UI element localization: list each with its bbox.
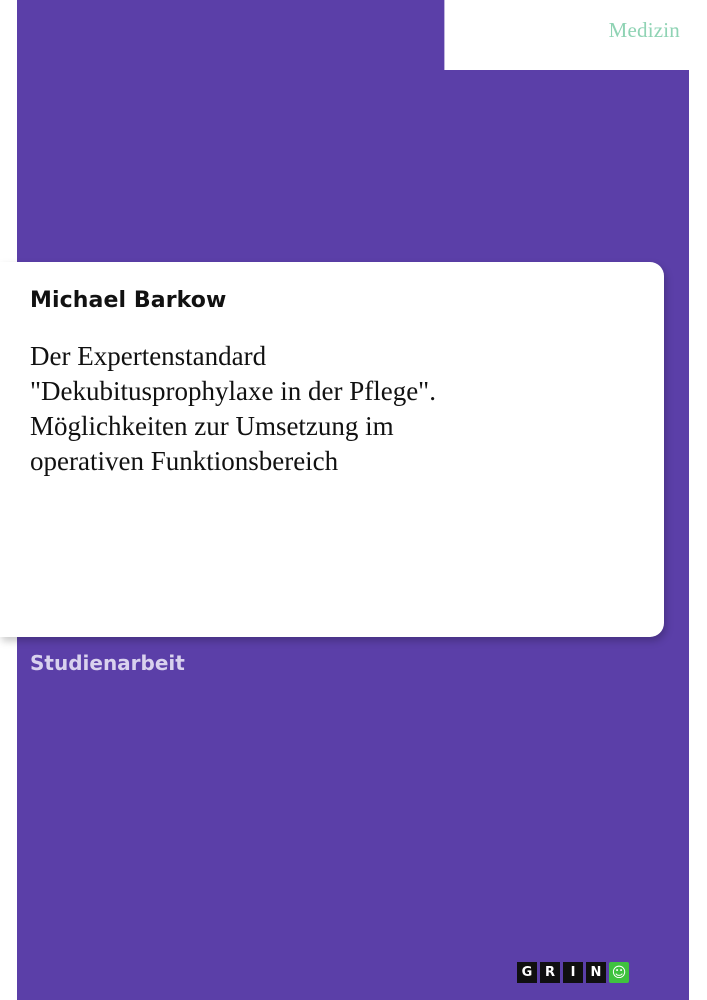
- logo-letter-g: G: [517, 962, 537, 983]
- logo-letter-n: N: [586, 962, 606, 983]
- logo-letter-i: I: [563, 962, 583, 983]
- document-title: [30, 339, 590, 479]
- category-label: Medizin: [608, 18, 680, 42]
- title-line-4: operativen Funktionsbereich: [30, 446, 339, 477]
- title-line-1: Der Expertenstandard: [30, 341, 267, 371]
- document-type-label: Studienarbeit: [30, 651, 185, 675]
- title-line-3: Möglichkeiten zur Umsetzung im: [30, 411, 394, 442]
- smiley-icon: ☺: [609, 962, 629, 983]
- logo-letter-r: R: [540, 962, 560, 983]
- author-name: Michael Barkow: [30, 288, 227, 313]
- grin-logo: [517, 962, 629, 983]
- title-line-2: "Dekubitusprophylaxe in der Pflege".: [30, 376, 436, 407]
- title-card: [0, 262, 664, 637]
